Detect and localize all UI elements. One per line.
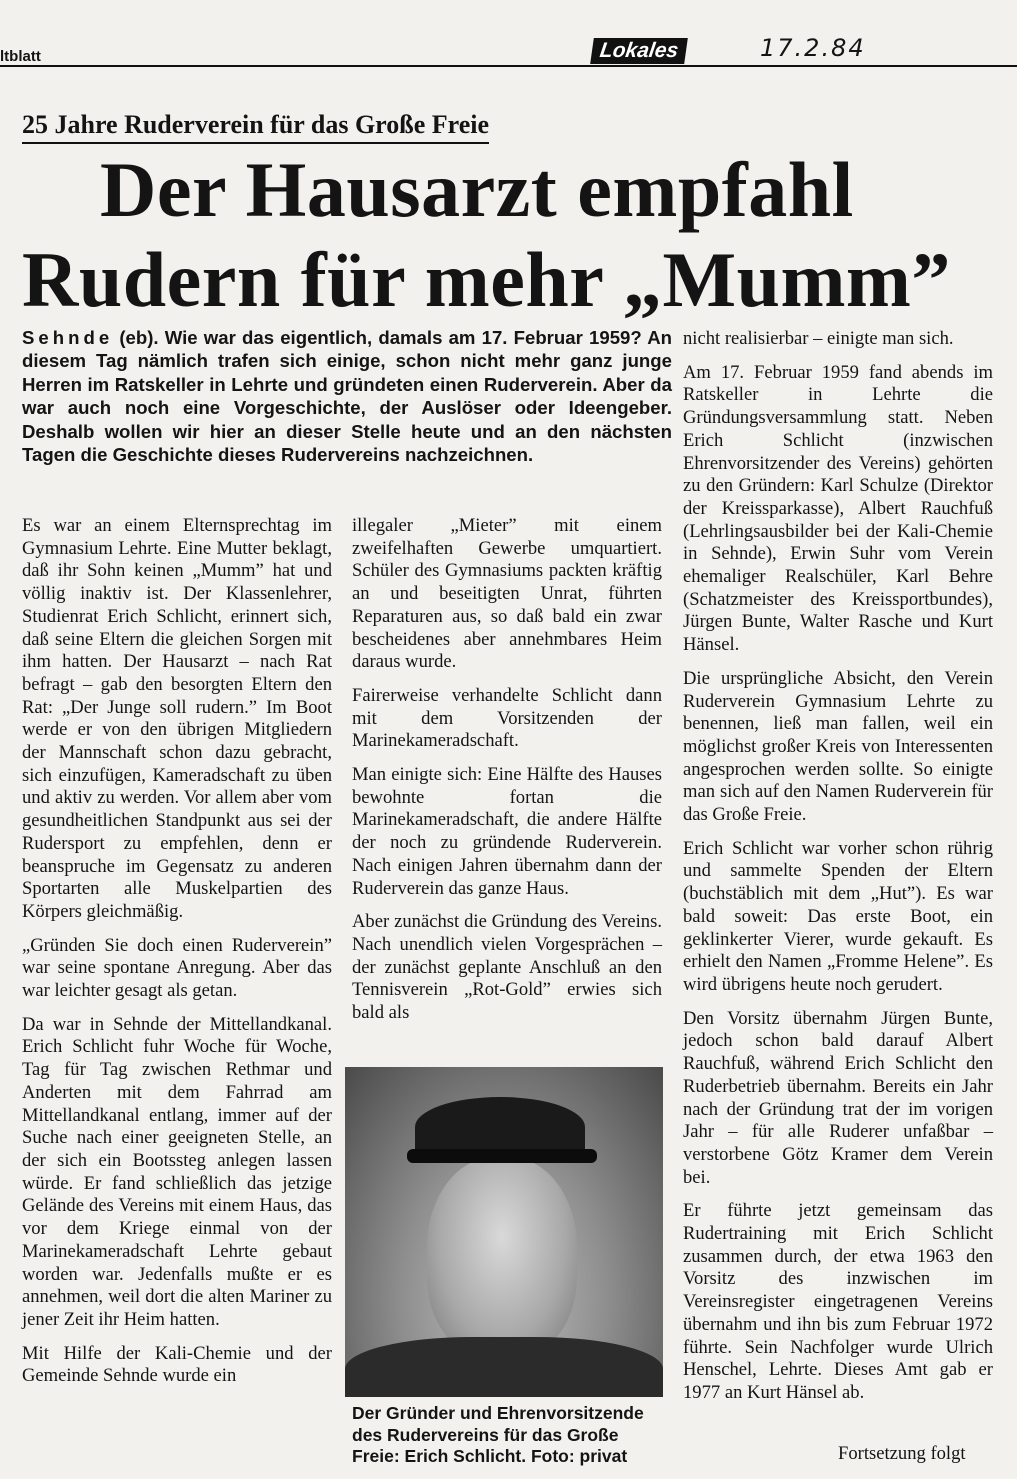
- lead-dateline: Sehnde: [22, 327, 114, 348]
- paragraph: Da war in Sehnde der Mittellandkanal. Erich Schlicht fuhr Woche für Woche, Tag für Tag zwischen Rethmar und Anderten mit dem Fahrrad am Mittellandkanal entlang, immer auf der Suche nach einer geeigneten Stelle, an der sich ein Bootssteg anlegen lassen würde. Er fand schließlich das jetzige Gelände des Vereins mit einem Haus, das vor dem Kriege einmal von der Marinekameradschaft Lehrte gebaut worden war. Jedenfalls mußte er es annehmen, weil dort die alten Mariner zu jener Zeit ihr Heim hatten.: [22, 1013, 332, 1330]
- article-kicker: 25 Jahre Ruderverein für das Große Freie: [22, 110, 489, 144]
- paragraph: Aber zunächst die Gründung des Vereins. Nach unendlich vielen Vorgesprächen – der zunächst geplante Anschluß an den Tennisverein „Rot-Gold” erwies sich bald als: [352, 911, 662, 1024]
- continuation-note: Fortsetzung folgt: [838, 1443, 966, 1464]
- paragraph: Die ursprüngliche Absicht, den Verein Ruderverein Gymnasium Lehrte zu benennen, ließ man fallen, weil ein möglichst großer Kreis von Interessenten angesprochen werden sollte. So einigte man sich auf den Namen Ruderverein für das Große Freie.: [683, 667, 993, 826]
- lead-text: (eb). Wie war das eigentlich, damals am 17. Februar 1959? An diesem Tag nämlich trafen sich einige, schon nicht mehr ganz junge Herren im Ratskeller in Lehrte und gründeten einen Ruderverein. Aber da war auch noch eine Vorgeschichte, der Auslöser oder Ideengeber. Deshalb wollen wir hier an dieser Stelle heute und an den nächsten Tagen die Geschichte dieses Rudervereins nachzeichnen.: [22, 327, 672, 466]
- column-2: [352, 515, 662, 1036]
- paragraph: „Gründen Sie doch einen Ruderverein” war seine spontane Anregung. Aber das war leichter gesagt als getan.: [22, 934, 332, 1002]
- column-3: [683, 328, 993, 1416]
- paragraph: Man einigte sich: Eine Hälfte des Hauses bewohnte fortan die Marinekameradschaft, die andere Hälfte der noch zu gründende Ruderverein. Nach einigen Jahren übernahm dann der Ruderverein das ganze Haus.: [352, 764, 662, 899]
- section-badge: Lokales: [590, 38, 688, 64]
- masthead-rule: [0, 65, 1017, 67]
- photo-cap: [415, 1097, 585, 1157]
- headline-line-2: Rudern für mehr „Mumm”: [22, 236, 951, 323]
- paragraph: Den Vorsitz übernahm Jürgen Bunte, jedoch schon bald darauf Albert Rauchfuß, während Erich Schlicht den Ruderbetrieb übernahm. Bereits ein Jahr nach der Gründung trat der im vorigen Jahr – für alle Ruderer unfaßbar – verstorbene Götz Kramer dem Verein bei.: [683, 1007, 993, 1188]
- paragraph: nicht realisierbar – einigte man sich.: [683, 328, 954, 349]
- column-1: [22, 515, 332, 1399]
- paragraph: Fairerweise verhandelte Schlicht dann mit dem Vorsitzenden der Marinekameradschaft.: [352, 684, 662, 752]
- portrait-photo: [345, 1067, 663, 1397]
- paper-name-fragment: ltblatt: [0, 48, 41, 65]
- photo-coat: [345, 1337, 663, 1397]
- paragraph: Mit Hilfe der Kali-Chemie und der Gemeinde Sehnde wurde ein: [22, 1342, 332, 1387]
- photo-cap-brim: [407, 1149, 597, 1163]
- masthead: [0, 30, 1017, 72]
- article-headline: [22, 145, 992, 325]
- photo-caption: Der Gründer und Ehrenvorsitzende des Rudervereins für das Große Freie: Erich Schlicht. Foto: privat: [352, 1403, 644, 1466]
- handwritten-date: 17.2.84: [760, 34, 866, 62]
- paragraph: illegaler „Mieter” mit einem zweifelhaften Gewerbe umquartiert. Schüler des Gymnasiums packten kräftig an und beseitigten Unrat, führten Reparaturen aus, so daß bald ein zwar bescheidenes aber annehmbares Heim daraus wurde.: [352, 515, 662, 673]
- headline-line-1: Der Hausarzt empfahl: [100, 146, 854, 233]
- article-lead: [22, 326, 672, 466]
- paragraph: Es war an einem Elternsprechtag im Gymnasium Lehrte. Eine Mutter beklagt, daß ihr Sohn keinen „Mumm” hat und völlig inaktiv ist. Der Klassenlehrer, Studienrat Erich Schlicht, erinnert sich, daß seine Eltern die gleichen Sorgen mit ihm hatten. Der Hausarzt – nach Rat befragt – gab den besorgten Eltern den Rat: „Der Junge soll rudern.” Im Boot werde er von den übrigen Mitgliedern der Mannschaft schon dazu gebracht, sich einzufügen, Kameradschaft zu üben und aktiv zu werden. Vor allem aber vom gesundheitlichen Standpunkt aus sei der Rudersport zu empfehlen, denn er beanspruche im Gegensatz zu anderen Sportarten alle Muskelpartien des Körpers gleichmäßig.: [22, 515, 332, 922]
- paragraph: Er führte jetzt gemeinsam das Rudertraining mit Erich Schlicht zusammen durch, der etwa 1963 den Vorsitz des inzwischen im Vereinsregister eingetragenen Vereins übernahm und ihn bis zum Februar 1972 führte. Sein Nachfolger wurde Ulrich Henschel, Lehrte. Dieses Amt gab er 1977 an Kurt Hänsel ab.: [683, 1200, 993, 1403]
- paragraph: Erich Schlicht war vorher schon rührig und sammelte Spenden der Eltern (buchstäblich mit dem „Hut”). Es war bald soweit: Das erste Boot, ein geklinkerter Vierer, wurde gekauft. Es erhielt den Namen „Fromme Helene”. Es wird übrigens heute noch gerudert.: [683, 837, 993, 995]
- paragraph: Am 17. Februar 1959 fand abends im Ratskeller in Lehrte die Gründungsversammlung statt. Neben Erich Schlicht (inzwischen Ehrenvorsitzender des Vereins) gehörten zu den Gründern: Karl Schulze (Direktor der Kreissparkasse), Albert Rauchfuß (Lehrlingsausbilder bei der Kali-Chemie in Sehnde), Erwin Suhr vom Verein ehemaliger Realschüler, Karl Behre (Schatzmeister des Kreissportbundes), Jürgen Bunte, Walter Rasche und Kurt Hänsel.: [683, 361, 993, 656]
- photo-face: [427, 1157, 577, 1357]
